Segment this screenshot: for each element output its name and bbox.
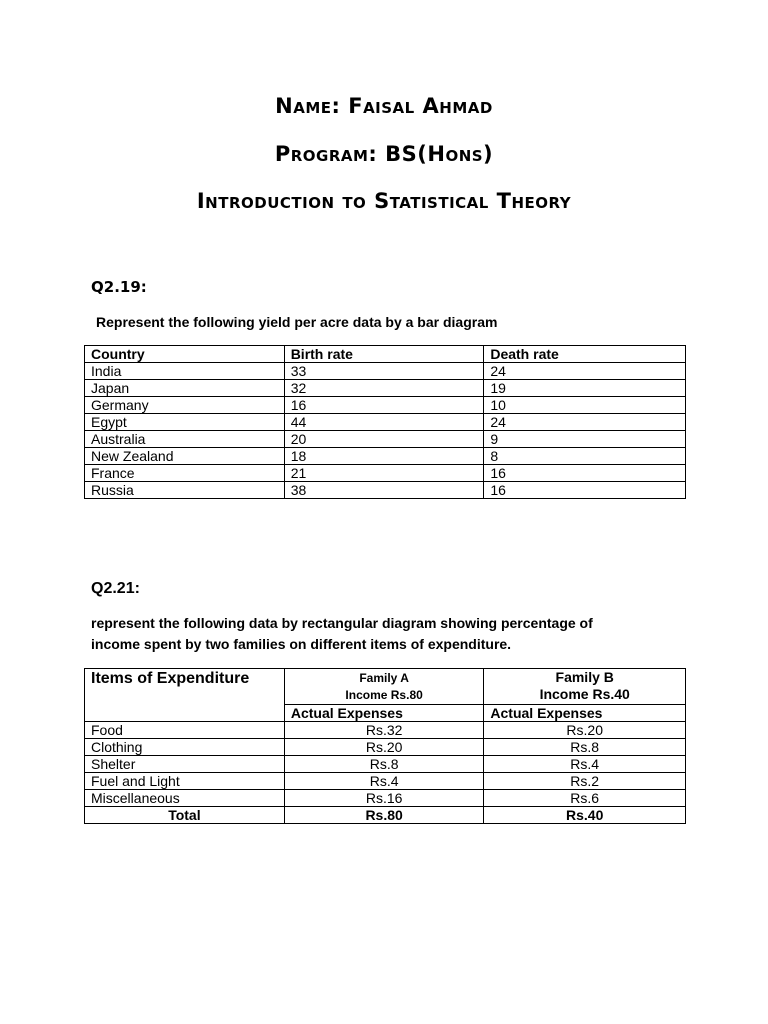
- family-b-income: Income Rs.40: [539, 686, 630, 702]
- family-b-expense-cell: Rs.6: [484, 790, 686, 807]
- table-row: [85, 465, 686, 482]
- table-row: [85, 722, 686, 739]
- family-a-expense-cell: Rs.4: [284, 773, 484, 790]
- column-header-death-rate: Death rate: [484, 346, 686, 363]
- total-row: [85, 807, 686, 824]
- death-rate-cell: 24: [484, 363, 686, 380]
- family-b-expense-cell: Rs.8: [484, 739, 686, 756]
- program-title: Program: BS(Hons): [274, 142, 494, 166]
- table-row: [85, 414, 686, 431]
- table-header-row: [85, 669, 686, 705]
- country-cell: Egypt: [85, 414, 285, 431]
- table-row: [85, 448, 686, 465]
- table-row: [85, 363, 686, 380]
- death-rate-cell: 24: [484, 414, 686, 431]
- table-row: [85, 397, 686, 414]
- death-rate-cell: 19: [484, 380, 686, 397]
- family-b-expense-cell: Rs.20: [484, 722, 686, 739]
- birth-rate-cell: 38: [284, 482, 484, 499]
- family-a-expense-cell: Rs.32: [284, 722, 484, 739]
- birth-death-rate-table: [84, 345, 686, 499]
- column-header-birth-rate: Birth rate: [284, 346, 484, 363]
- family-a-expense-cell: Rs.20: [284, 739, 484, 756]
- table-row: [85, 756, 686, 773]
- table-row: [85, 380, 686, 397]
- family-a-actual-expenses-header: Actual Expenses: [284, 705, 484, 722]
- family-b-total: Rs.40: [484, 807, 686, 824]
- table-row: [85, 739, 686, 756]
- country-cell: Australia: [85, 431, 285, 448]
- column-header-items: Items of Expenditure: [85, 669, 285, 722]
- family-b-expense-cell: Rs.4: [484, 756, 686, 773]
- family-b-actual-expenses-header: Actual Expenses: [484, 705, 686, 722]
- family-a-expense-cell: Rs.16: [284, 790, 484, 807]
- table-row: [85, 431, 686, 448]
- birth-rate-cell: 21: [284, 465, 484, 482]
- birth-rate-cell: 33: [284, 363, 484, 380]
- item-cell: Miscellaneous: [85, 790, 285, 807]
- birth-rate-cell: 44: [284, 414, 484, 431]
- question-2-21-instruction-line-2: income spent by two families on different items of expenditure.: [91, 636, 512, 652]
- course-title: Introduction to Statistical Theory: [196, 189, 572, 213]
- table-row: [85, 790, 686, 807]
- table-header-row: [85, 346, 686, 363]
- table-row: [85, 773, 686, 790]
- country-cell: New Zealand: [85, 448, 285, 465]
- family-a-income: Income Rs.80: [345, 688, 423, 702]
- item-cell: Fuel and Light: [85, 773, 285, 790]
- death-rate-cell: 16: [484, 465, 686, 482]
- expenditure-table: [84, 668, 686, 824]
- question-2-21-heading: Q2.21:: [91, 580, 140, 597]
- death-rate-cell: 8: [484, 448, 686, 465]
- family-b-expense-cell: Rs.2: [484, 773, 686, 790]
- question-2-21-instruction-line-1: represent the following data by rectangular diagram showing percentage of: [91, 615, 593, 631]
- birth-rate-cell: 16: [284, 397, 484, 414]
- birth-rate-cell: 18: [284, 448, 484, 465]
- column-header-family-b: [484, 669, 686, 705]
- country-cell: India: [85, 363, 285, 380]
- birth-rate-cell: 20: [284, 431, 484, 448]
- birth-rate-cell: 32: [284, 380, 484, 397]
- country-cell: Russia: [85, 482, 285, 499]
- family-a-total: Rs.80: [284, 807, 484, 824]
- country-cell: Japan: [85, 380, 285, 397]
- item-cell: Shelter: [85, 756, 285, 773]
- question-2-19-instruction: Represent the following yield per acre data by a bar diagram: [96, 314, 498, 330]
- question-2-19-heading: Q2.19:: [91, 278, 147, 296]
- column-header-country: Country: [85, 346, 285, 363]
- table-row: [85, 482, 686, 499]
- column-header-family-a: [284, 669, 484, 705]
- country-cell: Germany: [85, 397, 285, 414]
- item-cell: Clothing: [85, 739, 285, 756]
- family-a-expense-cell: Rs.8: [284, 756, 484, 773]
- family-b-name: Family B: [555, 669, 614, 685]
- total-label: Total: [85, 807, 285, 824]
- item-cell: Food: [85, 722, 285, 739]
- death-rate-cell: 9: [484, 431, 686, 448]
- death-rate-cell: 10: [484, 397, 686, 414]
- death-rate-cell: 16: [484, 482, 686, 499]
- family-a-name: Family A: [359, 671, 409, 685]
- country-cell: France: [85, 465, 285, 482]
- student-name: Name: Faisal Ahmad: [275, 94, 493, 118]
